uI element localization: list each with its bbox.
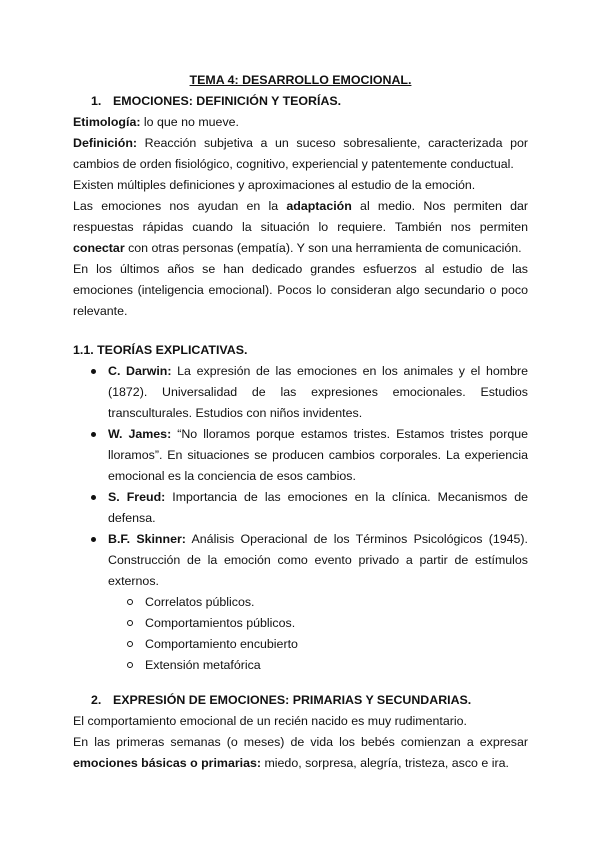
skinner-sublist <box>108 592 528 676</box>
ayudan-bold-adaptacion: adaptación <box>286 199 352 213</box>
comportamiento-paragraph: El comportamiento emocional de un recién nacido es muy rudimentario. <box>73 714 467 728</box>
definicion-paragraph <box>73 133 528 175</box>
etimologia-text: lo que no mueve. <box>140 115 239 129</box>
primeras-text-1: En las primeras semanas (o meses) de vida los bebés comienzan a expresar <box>73 735 528 749</box>
ayudan-text-3: con otras personas (empatía). Y son una herramienta de comunicación. <box>124 241 522 255</box>
section-1-heading <box>91 91 528 112</box>
primeras-bold: emociones básicas o primarias: <box>73 756 262 770</box>
skinner-subitem: Correlatos públicos. <box>145 592 528 613</box>
theory-text: “No lloramos porque estamos tristes. Estamos tristes porque lloramos”. En situaciones se producen cambios corporales. La experiencia emocional es la conciencia de esos cambios. <box>108 427 528 483</box>
theory-name: S. Freud: <box>108 490 166 504</box>
ayudan-paragraph <box>73 196 528 259</box>
section-2-number: 2. <box>91 693 102 707</box>
spacer <box>73 676 528 690</box>
theories-list <box>73 361 528 676</box>
existen-paragraph: Existen múltiples definiciones y aproximaciones al estudio de la emoción. <box>73 178 476 192</box>
theory-name: C. Darwin: <box>108 364 172 378</box>
primeras-paragraph <box>73 732 528 774</box>
section-1-1-heading: 1.1. TEORÍAS EXPLICATIVAS. <box>73 343 248 357</box>
theory-item-darwin <box>108 361 528 424</box>
spacer <box>73 322 528 340</box>
ayudan-bold-conectar: conectar <box>73 241 125 255</box>
section-2-heading <box>91 690 528 711</box>
theory-name: W. James: <box>108 427 172 441</box>
section-2-heading-text: EXPRESIÓN DE EMOCIONES: PRIMARIAS Y SECUNDARIAS. <box>113 693 472 707</box>
skinner-subitem: Comportamiento encubierto <box>145 634 528 655</box>
etimologia-paragraph <box>73 112 528 133</box>
theory-item-freud <box>108 487 528 529</box>
ultimos-paragraph: En los últimos años se han dedicado grandes esfuerzos al estudio de las emociones (inteligencia emocional). Pocos lo consideran algo secundario o poco relevante. <box>73 262 528 318</box>
theory-text: Importancia de las emociones en la clínica. Mecanismos de defensa. <box>108 490 528 525</box>
theory-item-skinner <box>108 529 528 676</box>
document-content <box>73 70 528 774</box>
ayudan-text-1: Las emociones nos ayudan en la <box>73 199 287 213</box>
document-title: TEMA 4: DESARROLLO EMOCIONAL. <box>189 73 412 87</box>
section-1-number: 1. <box>91 94 102 108</box>
ayudan-text-2: al medio. Nos permiten dar respuestas rápidas cuando la situación lo requiere. También nos permiten <box>73 199 528 234</box>
theory-text: La expresión de las emociones en los animales y el hombre (1872). Universalidad de las expresiones emocionales. Estudios transculturales. Estudios con niños invidentes. <box>108 364 528 420</box>
theory-name: B.F. Skinner: <box>108 532 186 546</box>
theory-item-james <box>108 424 528 487</box>
etimologia-label: Etimología: <box>73 115 141 129</box>
theory-text: Análisis Operacional de los Términos Psicológicos (1945). Construcción de la emoción como evento privado a partir de estímulos externos. <box>108 532 528 588</box>
primeras-text-2: miedo, sorpresa, alegría, tristeza, asco e ira. <box>261 756 509 770</box>
skinner-subitem: Extensión metafórica <box>145 655 528 676</box>
definicion-label: Definición: <box>73 136 138 150</box>
definicion-text: Reacción subjetiva a un suceso sobresaliente, caracterizada por cambios de orden fisiológico, cognitivo, experiencial y patentemente conductual. <box>73 136 528 171</box>
skinner-subitem: Comportamientos públicos. <box>145 613 528 634</box>
section-1-heading-text: EMOCIONES: DEFINICIÓN Y TEORÍAS. <box>113 94 342 108</box>
